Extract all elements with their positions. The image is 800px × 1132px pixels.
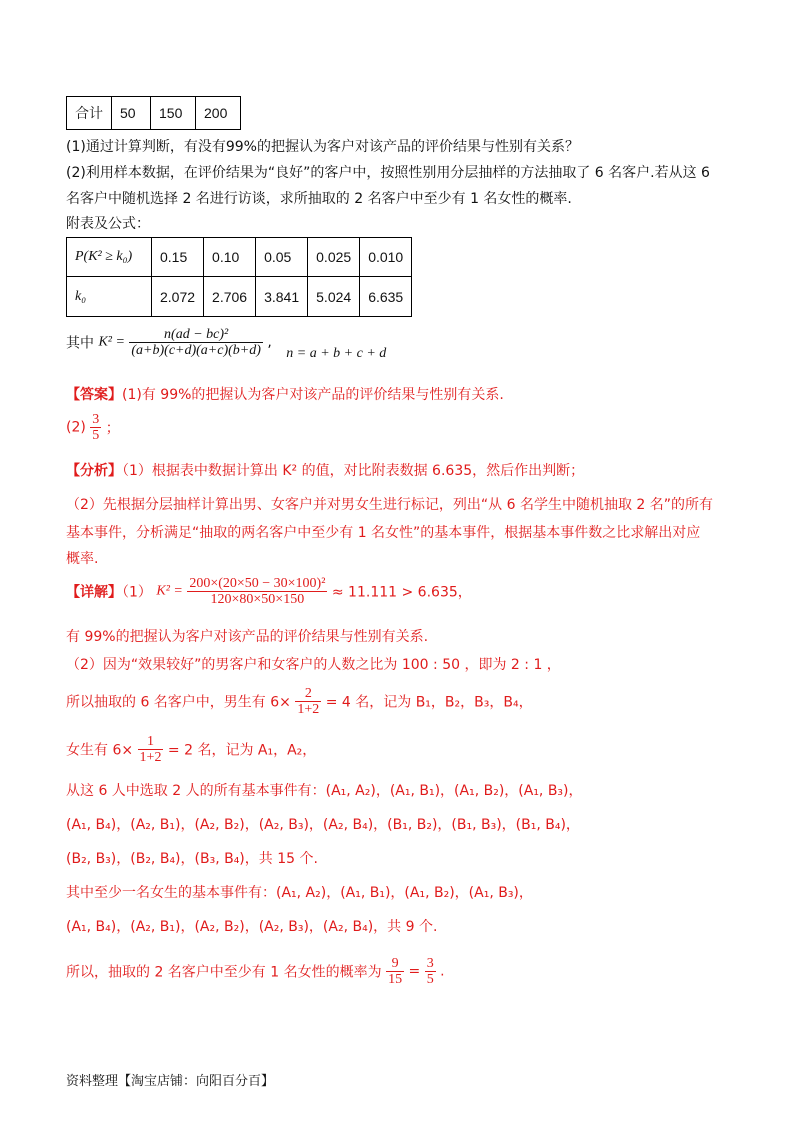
question-1: (1)通过计算判断，有没有99%的把握认为客户对该产品的评价结果与性别有关系？ [66, 139, 579, 155]
detail-conclusion: 有 99%的把握认为客户对该产品的评价结果与性别有关系. [66, 629, 429, 645]
male-prefix: 所以抽取的 6 名客户中，男生有 6× [66, 694, 291, 711]
female-denominator: 1+2 [139, 750, 162, 765]
analysis-tag: 【分析】 [66, 463, 122, 479]
footer-source: 资料整理【淘宝店铺：向阳百分百】 [66, 1074, 275, 1089]
crit-cell: 3.841 [256, 277, 308, 317]
events-line-1: 从这 6 人中选取 2 人的所有基本事件有：(A₁, A₂)，(A₁, B₁)，(A₁, B₂)，(A₁, B₃)， [66, 783, 583, 799]
detail-tag: 【详解】 [66, 584, 122, 601]
female-prefix: 女生有 6× [66, 742, 134, 759]
answer-1: (1)有 99%的把握认为客户对该产品的评价结果与性别有关系. [122, 387, 504, 403]
formula-prefix: 其中 [66, 335, 94, 352]
final-suffix: . [440, 963, 445, 980]
male-fraction [295, 686, 321, 717]
analysis-text: （1）根据表中数据计算出 K² 的值，对比附表数据 6.635，然后作出判断； [122, 463, 585, 479]
answer-line-2 [66, 412, 120, 443]
answer-2-numerator: 3 [92, 412, 100, 427]
crit-row2-label: k₀ [67, 277, 152, 317]
k2-lhs: K² = [156, 583, 183, 599]
crit-row1-label: P(K² ≥ k₀) [67, 238, 152, 277]
k2-numerator: 200×(20×50 − 30×100)² [189, 576, 326, 591]
male-count-line [66, 686, 533, 717]
answer-2-denominator: 5 [92, 428, 100, 443]
crit-cell: 6.635 [360, 277, 412, 317]
final-prefix: 所以，抽取的 2 名客户中至少有 1 名女性的概率为 [66, 964, 382, 981]
totals-table [66, 96, 241, 130]
female-fraction [138, 734, 164, 765]
final-fraction-2 [425, 956, 436, 987]
critical-value-table [66, 237, 412, 317]
female-events-line-1: 其中至少一名女生的基本事件有：(A₁, A₂)，(A₁, B₁)，(A₁, B₂)，(A₁, B₃)， [66, 885, 533, 901]
crit-cell: 0.15 [152, 238, 204, 277]
answer-2-fraction [90, 412, 101, 443]
question-2-line-1: (2)利用样本数据，在评价结果为“良好”的客户中，按照性别用分层抽样的方法抽取了 6 名客户.若从这 6 [66, 165, 710, 181]
final-numerator-1: 9 [386, 956, 404, 972]
k2-rhs: ≈ 11.111 > 6.635， [331, 584, 472, 601]
male-suffix: = 4 名，记为 B₁，B₂，B₃，B₄， [325, 694, 533, 711]
formula-fraction [129, 327, 263, 358]
k2-fraction [187, 576, 327, 607]
detail-part-1 [66, 576, 472, 607]
detail-part-2-line-1: （2）因为“效果较好”的男客户和女客户的人数之比为 100 : 50 ，即为 2 : 1 ， [66, 657, 561, 673]
formula-n-definition: n = a + b + c + d [286, 345, 387, 361]
answer-2-prefix: (2) [66, 419, 86, 436]
totals-cell: 150 [151, 97, 196, 130]
male-denominator: 1+2 [297, 702, 320, 717]
answer-line-1 [66, 384, 504, 404]
crit-cell: 2.706 [204, 277, 256, 317]
detail-part-1-prefix: （1） [122, 584, 152, 601]
answer-tag: 【答案】 [66, 387, 122, 403]
final-denominator-1: 15 [388, 972, 403, 987]
crit-cell: 0.025 [308, 238, 360, 277]
crit-cell: 0.10 [204, 238, 256, 277]
events-line-2: (A₁, B₄)，(A₂, B₁)，(A₂, B₂)，(A₂, B₃)，(A₂, B₄)，(B₁, B₂)，(B₁, B₃)，(B₁, B₄)， [66, 817, 580, 833]
appendix-label: 附表及公式： [66, 216, 150, 232]
formula-numerator: n(ad − bc)² [129, 327, 263, 343]
k2-denominator: 120×80×50×150 [210, 592, 305, 607]
totals-cell: 50 [112, 97, 151, 130]
crit-cell: 0.010 [360, 238, 412, 277]
final-fraction-1 [386, 956, 404, 987]
male-numerator: 2 [295, 686, 321, 702]
question-2-line-2: 名客户中随机选择 2 名进行访谈，求所抽取的 2 名客户中至少有 1 名女性的概率. [66, 191, 572, 207]
female-events-line-2: (A₁, B₄)，(A₂, B₁)，(A₂, B₂)，(A₂, B₃)，(A₂, B₄)，共 9 个. [66, 919, 438, 935]
analysis-line-1 [66, 460, 584, 480]
crit-cell: 2.072 [152, 277, 204, 317]
totals-label-cell: 合计 [67, 97, 112, 130]
formula-lhs: K² = [98, 334, 125, 350]
analysis-line-2: （2）先根据分层抽样计算出男、女客户并对男女生进行标记，列出“从 6 名学生中随机抽取 2 名”的所有 [66, 497, 714, 513]
totals-cell: 200 [196, 97, 241, 130]
final-denominator-2: 5 [426, 972, 434, 987]
analysis-line-3: 基本事件，分析满足“抽取的两名客户中至少有 1 名女性”的基本事件，根据基本事件数之比求解出对应 [66, 525, 701, 541]
final-probability-line [66, 956, 445, 987]
formula-denominator: (a+b)(c+d)(a+c)(b+d) [131, 343, 261, 358]
analysis-line-4: 概率. [66, 551, 99, 567]
female-numerator: 1 [138, 734, 164, 750]
answer-2-suffix: ； [105, 420, 120, 437]
events-line-3: (B₂, B₃)，(B₂, B₄)，(B₃, B₄)，共 15 个. [66, 851, 318, 867]
final-equals: = [408, 963, 421, 980]
chi-square-formula: 其中 K² = $\frac{\text{n(ad − bc)²}}{(a+b)(c+d)(a+c)(b+d)}$ , n = a + b + c + d [66, 327, 387, 361]
crit-cell: 5.024 [308, 277, 360, 317]
final-numerator-2: 3 [426, 956, 434, 971]
female-suffix: = 2 名，记为 A₁，A₂， [167, 742, 317, 759]
female-count-line [66, 734, 316, 765]
crit-cell: 0.05 [256, 238, 308, 277]
